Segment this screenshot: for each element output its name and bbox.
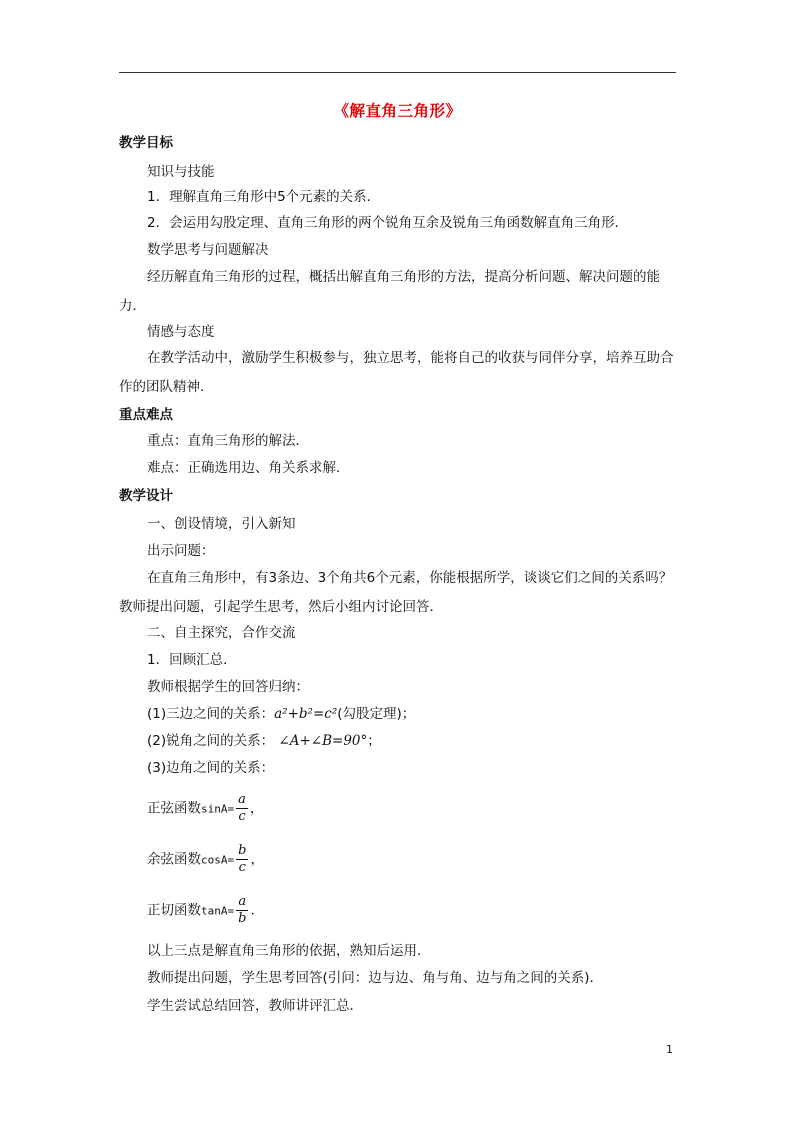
- relation-angles-end: ；: [367, 733, 381, 749]
- sine-fraction: [236, 792, 248, 825]
- cosine-label: 余弦函数: [147, 851, 201, 868]
- sine-function: sinA=: [201, 802, 235, 816]
- teacher-question: 教师提出问题，学生思考回答(引问：边与边、角与角、边与角之间的关系)．: [147, 970, 604, 986]
- pythagorean-formula: a²+b²=c²: [274, 706, 338, 722]
- cosine-denominator: c: [238, 860, 246, 875]
- subheading-emotion: 情感与态度: [147, 324, 215, 340]
- relation-sides-note: (勾股定理)；: [337, 706, 416, 722]
- show-problem-label: 出示问题：: [147, 543, 215, 559]
- review-item: 1．回顾汇总．: [147, 652, 237, 668]
- cosine-fraction: [236, 843, 248, 876]
- section-heading-objectives: 教学目标: [119, 135, 173, 151]
- difficult-point: 难点：正确选用边、角关系求解．: [147, 460, 350, 476]
- tangent-period: ．: [250, 902, 264, 919]
- paragraph-emotion-text: 在教学活动中，激励学生积极参与，独立思考，能将自己的收获与同伴分享，培养互助合作的团队精神．: [119, 350, 674, 395]
- paragraph-thinking: [119, 263, 676, 321]
- paragraph-emotion: [119, 344, 676, 402]
- paragraph-thinking-text: 经历解直角三角形的过程，概括出解直角三角形的方法，提高分析问题、解决问题的能力．: [119, 269, 660, 314]
- tangent-definition: [147, 894, 264, 927]
- subheading-knowledge: 知识与技能: [147, 164, 215, 180]
- paragraph-problem-text: 在直角三角形中，有3条边、3个角共6个元素，你能根据所学，谈谈它们之间的关系吗？教师提出问题，引起学生思考，然后小组内讨论回答．: [119, 570, 673, 615]
- sine-comma: ，: [249, 800, 264, 817]
- design-part-1: 一、创设情境，引入新知: [147, 516, 296, 532]
- subheading-thinking: 数学思考与问题解决: [147, 242, 269, 258]
- cosine-comma: ，: [250, 851, 264, 868]
- tangent-fraction: [236, 894, 248, 927]
- section-heading-design: 教学设计: [119, 488, 173, 504]
- relation-sides-label: (1)三边之间的关系：: [147, 706, 275, 722]
- cosine-definition: [147, 843, 264, 876]
- sine-definition: [147, 792, 263, 825]
- sine-denominator: c: [238, 809, 246, 824]
- design-part-2: 二、自主探究，合作交流: [147, 625, 296, 641]
- page-number: 1: [666, 1043, 673, 1056]
- sine-label: 正弦函数: [147, 800, 201, 817]
- relation-sides: [147, 704, 415, 724]
- document-title: 《解直角三角形》: [333, 102, 462, 120]
- tangent-function: tanA=: [201, 904, 235, 918]
- paragraph-problem: [119, 564, 676, 622]
- section-heading-keypoints: 重点难点: [119, 407, 173, 423]
- key-point: 重点：直角三角形的解法．: [147, 433, 309, 449]
- objective-item-1: 1．理解直角三角形中5个元素的关系．: [147, 189, 381, 205]
- basis-statement: 以上三点是解直角三角形的依据，熟知后运用．: [147, 943, 431, 959]
- cosine-numerator: b: [238, 843, 247, 858]
- tangent-denominator: b: [238, 911, 247, 926]
- relation-sides-angles: (3)边角之间的关系：: [147, 760, 275, 776]
- header-rule: [119, 72, 676, 73]
- relation-angles-label: (2)锐角之间的关系：: [147, 733, 275, 749]
- cosine-function: cosA=: [201, 853, 235, 867]
- tangent-label: 正切函数: [147, 902, 201, 919]
- sine-numerator: a: [238, 792, 246, 807]
- angle-sum-formula: ∠A+∠B=90°: [278, 733, 368, 749]
- student-summary: 学生尝试总结回答，教师讲评汇总．: [147, 998, 363, 1014]
- summary-intro: 教师根据学生的回答归纳：: [147, 679, 309, 695]
- tangent-numerator: a: [236, 894, 248, 911]
- objective-item-2: 2．会运用勾股定理、直角三角形的两个锐角互余及锐角三角函数解直角三角形．: [147, 215, 629, 231]
- relation-angles: [147, 731, 381, 751]
